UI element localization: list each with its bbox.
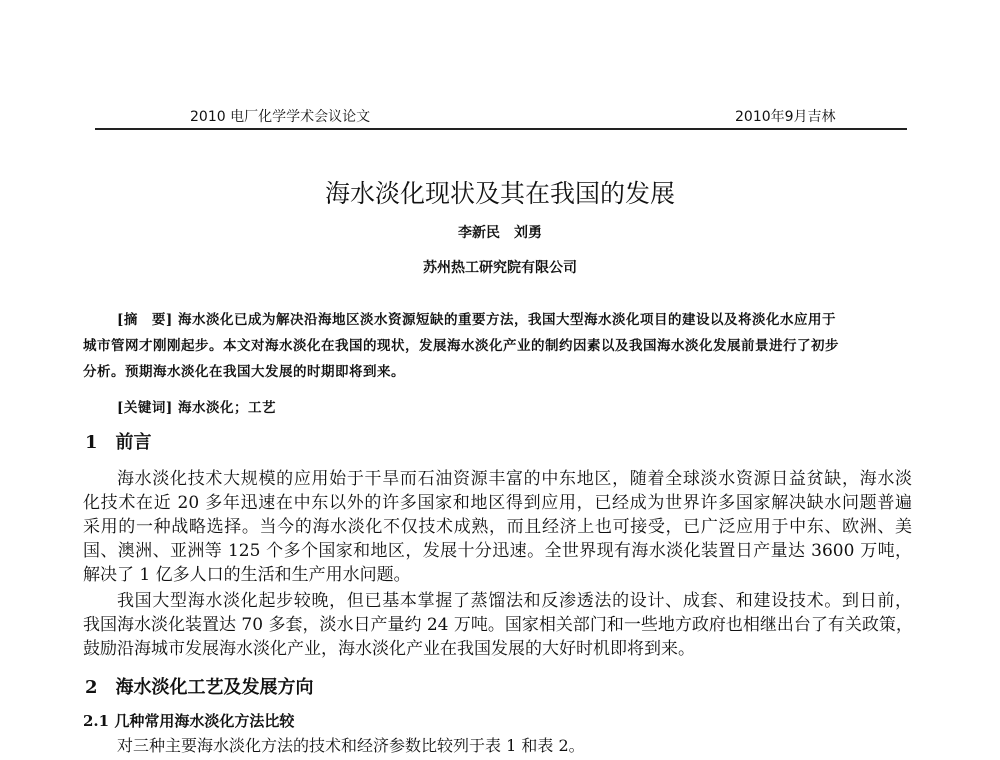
abstract-line: [摘 要] 海水淡化已成为解决沿海地区淡水资源短缺的重要方法，我国大型海水淡化项目的建设以及将淡化水应用于 — [117, 312, 836, 328]
affiliation: 苏州热工研究院有限公司 — [423, 260, 577, 276]
abstract-line: 分析。预期海水淡化在我国大发展的时期即将到来。 — [83, 364, 405, 380]
body-line: 化技术在近 20 多年迅速在中东以外的许多国家和地区得到应用，已经成为世界许多国家解决缺水问题普遍 — [83, 493, 912, 513]
body-line: 采用的一种战略选择。当今的海水淡化不仅技术成熟，而且经济上也可接受，已广泛应用于中东、欧洲、美 — [83, 517, 912, 537]
section-heading: 1 前言 — [85, 432, 152, 453]
body-line: 我国大型海水淡化起步较晚，但已基本掌握了蒸馏法和反渗透法的设计、成套、和建设技术。到日前， — [117, 591, 912, 611]
keywords: [关键词] 海水淡化；工艺 — [117, 400, 276, 416]
body-line: 海水淡化技术大规模的应用始于干旱而石油资源丰富的中东地区，随着全球淡水资源日益贫缺，海水淡 — [117, 469, 912, 489]
body-line: 国、澳洲、亚洲等 125 个多个国家和地区，发展十分迅速。全世界现有海水淡化装置日产量达 3600 万吨， — [83, 541, 912, 561]
running-header-right: 2010年9月吉林 — [735, 109, 836, 125]
running-header-left: 2010 电厂化学学术会议论文 — [190, 109, 371, 125]
paper-title: 海水淡化现状及其在我国的发展 — [324, 179, 675, 208]
body-line: 解决了 1 亿多人口的生活和生产用水问题。 — [83, 565, 411, 585]
abstract-line: 城市管网才刚刚起步。本文对海水淡化在我国的现状，发展海水淡化产业的制约因素以及我国海水淡化发展前景进行了初步 — [83, 338, 839, 354]
body-line: 我国海水淡化装置达 70 多套，淡水日产量约 24 万吨。国家相关部门和一些地方政府也相继出台了有关政策， — [83, 615, 913, 635]
body-line: 鼓励沿海城市发展海水淡化产业，海水淡化产业在我国发展的大好时机即将到来。 — [83, 639, 695, 659]
section-heading: 2 海水淡化工艺及发展方向 — [85, 677, 314, 698]
subsection-heading: 2.1 几种常用海水淡化方法比较 — [83, 712, 295, 730]
authors: 李新民 刘勇 — [458, 225, 542, 241]
header-rule — [95, 128, 907, 130]
body-line: 对三种主要海水淡化方法的技术和经济参数比较列于表 1 和表 2。 — [117, 736, 585, 755]
